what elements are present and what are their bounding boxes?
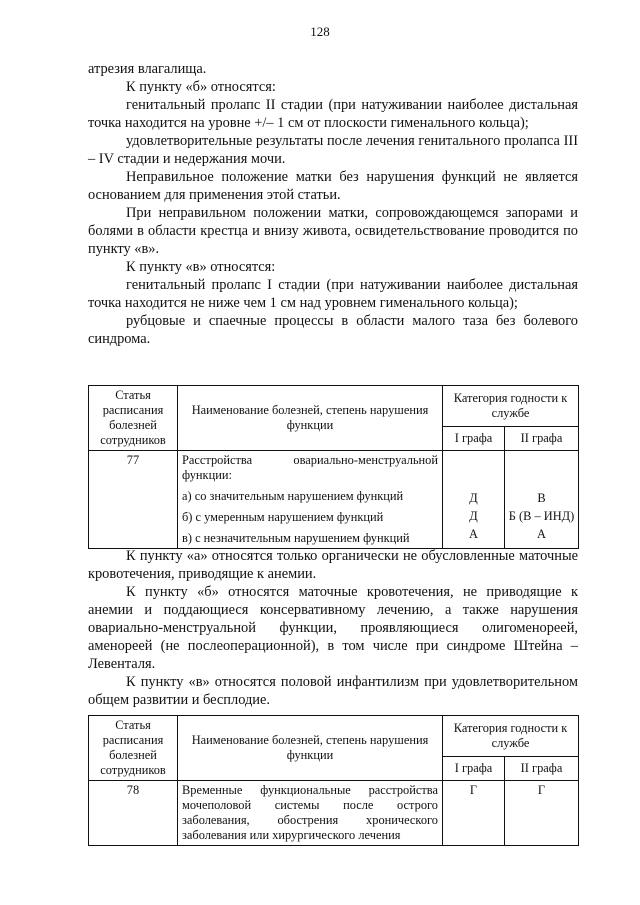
page-number: 128 [310, 24, 330, 39]
disease-title: Временные функциональные расстройства мочеполовой системы после острого заболевания, обострения хронического заболевания или хирургического лечения [182, 783, 438, 842]
paragraph: При неправильном положении матки, сопровождающемся запорами и болями в области крестца и внизу живота, освидетельствование проводится по пункту «в». [88, 205, 578, 257]
paragraph: К пункту «в» относятся половой инфантилизм при удовлетворительном общем развитии и бесплодие. [88, 674, 578, 708]
header-category: Категория годности к службе [443, 386, 579, 427]
article-number: 77 [89, 451, 178, 549]
header-disease: Наименование болезней, степень нарушения функции [178, 386, 443, 451]
disease-cell [178, 451, 443, 549]
col1-values [443, 451, 505, 549]
category-value: А [469, 527, 478, 541]
paragraph: Неправильное положение матки без нарушения функций не является основанием для применения этой статьи. [88, 169, 578, 203]
category-value: Д [469, 491, 478, 505]
paragraph: К пункту «б» относятся: [126, 79, 276, 95]
text-block-between-tables [88, 547, 578, 709]
disease-title: Расстройства овариально-менструальной функции: [182, 453, 438, 482]
disease-cell [178, 781, 443, 846]
category-value: Г [443, 781, 505, 846]
article-number: 78 [89, 781, 178, 846]
header-col2: II графа [505, 427, 579, 451]
category-value: Г [505, 781, 579, 846]
paragraph: К пункту «в» относятся: [126, 259, 276, 275]
header-article: Статья расписания болезней сотрудников [89, 716, 178, 781]
disease-item: в) с незначительным нарушением функций [182, 531, 410, 545]
paragraph: К пункту «б» относятся маточные кровотечения, не приводящие к анемии и поддающиеся консервативному лечению, а также нарушения овариально-менструальной функции, проявляющиеся олигоменореей, аменореей (не послеоперационной), в том числе при синдроме Штейна – Левенталя. [88, 584, 578, 672]
category-value: Б (В – ИНД) [508, 509, 575, 523]
col2-values [505, 451, 579, 549]
header-col1: I графа [443, 427, 505, 451]
text-block-before-table-1 [88, 60, 578, 348]
category-value: Д [469, 509, 478, 523]
paragraph: генитальный пролапс II стадии (при натуживании наиболее дистальная точка находится на уровне +/– 1 см от плоскости гименального кольца); [88, 97, 578, 131]
paragraph: атрезия влагалища. [88, 61, 207, 77]
disease-item: а) со значительным нарушением функций [182, 489, 404, 503]
fitness-table-article-78 [88, 715, 579, 846]
header-article: Статья расписания болезней сотрудников [89, 386, 178, 451]
fitness-table-article-77 [88, 385, 579, 549]
header-col2: II графа [505, 757, 579, 781]
disease-item: б) с умеренным нарушением функций [182, 510, 384, 524]
category-value: А [537, 527, 546, 541]
paragraph: К пункту «а» относятся только органически не обусловленные маточные кровотечения, приводящие к анемии. [88, 548, 578, 582]
header-disease: Наименование болезней, степень нарушения функции [178, 716, 443, 781]
header-category: Категория годности к службе [443, 716, 579, 757]
paragraph: удовлетворительные результаты после лечения генитального пролапса III – IV стадии и недержания мочи. [88, 133, 578, 167]
category-value: В [537, 491, 546, 505]
header-col1: I графа [443, 757, 505, 781]
paragraph: генитальный пролапс I стадии (при натуживании наиболее дистальная точка находится не ниже чем 1 см над уровнем гименального кольца); [88, 277, 578, 311]
paragraph: рубцовые и спаечные процессы в области малого таза без болевого синдрома. [88, 313, 578, 347]
